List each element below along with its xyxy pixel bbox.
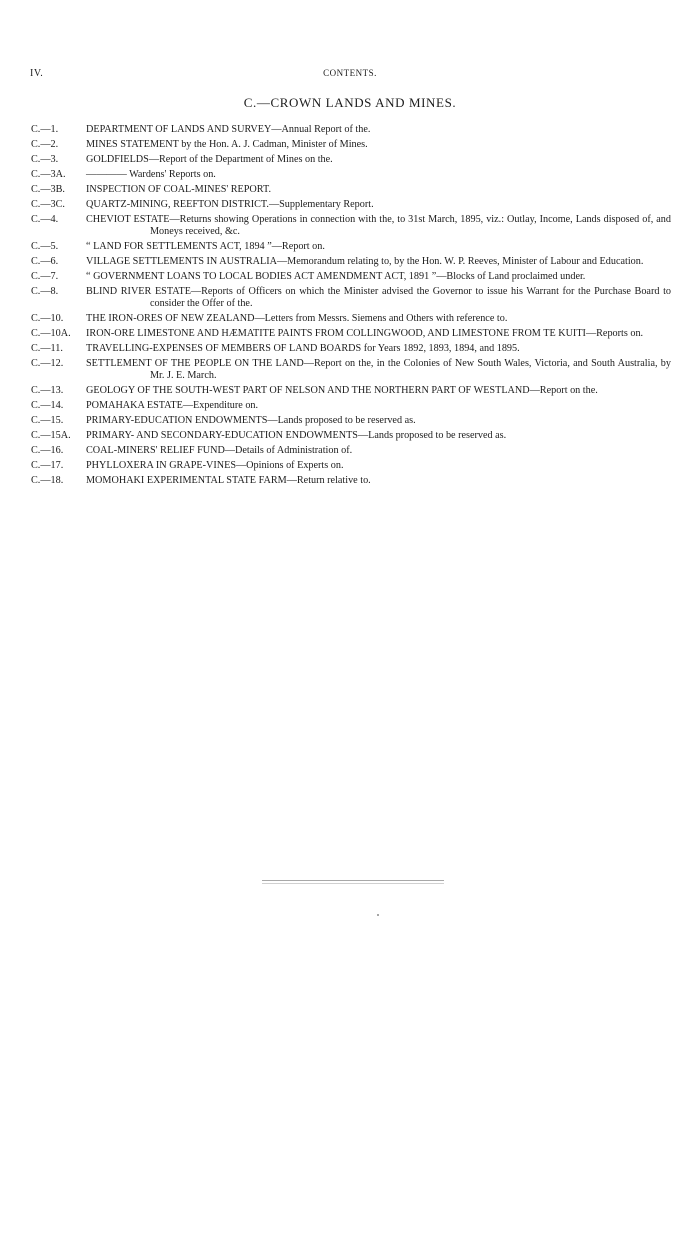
- contents-entry: [31, 343, 671, 355]
- contents-entry: [31, 214, 671, 238]
- contents-entry: [31, 313, 671, 325]
- entry-code: C.—7.: [31, 271, 59, 282]
- entry-title: DEPARTMENT OF LANDS AND SURVEY—Annual Report of the.: [86, 124, 371, 135]
- contents-entry: [31, 256, 671, 268]
- entry-title: COAL-MINERS' RELIEF FUND—Details of Administration of.: [86, 445, 353, 456]
- entry-code: C.—5.: [31, 241, 59, 252]
- entry-title: TRAVELLING-EXPENSES OF MEMBERS OF LAND BOARDS for Years 1892, 1893, 1894, and 1895.: [86, 343, 520, 354]
- entry-code: C.—3.: [31, 154, 59, 165]
- contents-entry: [31, 169, 671, 181]
- entry-title: IRON-ORE LIMESTONE AND HÆMATITE PAINTS FROM COLLINGWOOD, AND LIMESTONE FROM TE KUITI—Reports on.: [86, 328, 644, 339]
- entry-title: GOLDFIELDS—Report of the Department of Mines on the.: [86, 154, 333, 165]
- entry-code: C.—2.: [31, 139, 59, 150]
- closing-rule: [262, 880, 444, 881]
- section-heading: C.—CROWN LANDS AND MINES.: [243, 95, 457, 110]
- entry-code: C.—3B.: [31, 184, 65, 195]
- entry-code: C.—11.: [31, 343, 63, 354]
- entry-code: C.—10.: [31, 313, 64, 324]
- page-number: IV.: [30, 68, 44, 79]
- entry-title: ———— Wardens' Reports on.: [86, 169, 216, 180]
- entry-code: C.—17.: [31, 460, 64, 471]
- entry-code: C.—3C.: [31, 199, 65, 210]
- contents-entry: [31, 328, 671, 340]
- contents-entry: [31, 139, 671, 151]
- entry-code: C.—12.: [31, 358, 64, 369]
- entry-title: POMAHAKA ESTATE—Expenditure on.: [86, 400, 259, 411]
- contents-entry: [31, 271, 671, 283]
- contents-entry: [31, 124, 671, 136]
- entry-code: C.—18.: [31, 475, 64, 486]
- entry-title: MOMOHAKI EXPERIMENTAL STATE FARM—Return relative to.: [86, 475, 371, 486]
- entry-title: SETTLEMENT OF THE PEOPLE ON THE LAND—Report on the, in the Colonies of New South Wales, Victoria, and South Australia, by Mr. J. E. March.: [86, 358, 671, 381]
- contents-list: [31, 124, 671, 490]
- ink-speck: [377, 914, 379, 916]
- entry-code: C.—14.: [31, 400, 64, 411]
- contents-entry: [31, 400, 671, 412]
- entry-title: QUARTZ-MINING, REEFTON DISTRICT.—Supplementary Report.: [86, 199, 374, 210]
- contents-entry: [31, 199, 671, 211]
- entry-title: “ GOVERNMENT LOANS TO LOCAL BODIES ACT AMENDMENT ACT, 1891 ”—Blocks of Land proclaimed under.: [86, 271, 586, 282]
- contents-entry: [31, 154, 671, 166]
- entry-code: C.—6.: [31, 256, 59, 267]
- contents-entry: [31, 475, 671, 487]
- entry-title: “ LAND FOR SETTLEMENTS ACT, 1894 ”—Report on.: [86, 241, 325, 252]
- contents-entry: [31, 460, 671, 472]
- contents-entry: [31, 286, 671, 310]
- entry-title: PHYLLOXERA IN GRAPE-VINES—Opinions of Experts on.: [86, 460, 344, 471]
- entry-title: CHEVIOT ESTATE—Returns showing Operations in connection with the, to 31st March, 1895, viz.: Outlay, Income, Lands disposed of, and Moneys received, &c.: [86, 214, 671, 237]
- entry-code: C.—4.: [31, 214, 59, 225]
- contents-entry: [31, 445, 671, 457]
- running-title: CONTENTS.: [323, 68, 377, 78]
- contents-entry: [31, 385, 671, 397]
- entry-title: INSPECTION OF COAL-MINES' REPORT.: [86, 184, 271, 195]
- running-head: [30, 68, 670, 82]
- contents-entry: [31, 415, 671, 427]
- entry-code: C.—15.: [31, 415, 64, 426]
- entry-code: C.—13.: [31, 385, 64, 396]
- entry-title: MINES STATEMENT by the Hon. A. J. Cadman, Minister of Mines.: [86, 139, 368, 150]
- entry-code: C.—15A.: [31, 430, 71, 441]
- contents-entry: [31, 241, 671, 253]
- entry-code: C.—8.: [31, 286, 59, 297]
- entry-title: THE IRON-ORES OF NEW ZEALAND—Letters from Messrs. Siemens and Others with reference to.: [86, 313, 508, 324]
- entry-code: C.—3A.: [31, 169, 66, 180]
- contents-entry: [31, 430, 671, 442]
- entry-code: C.—10A.: [31, 328, 71, 339]
- entry-title: GEOLOGY OF THE SOUTH-WEST PART OF NELSON AND THE NORTHERN PART OF WESTLAND—Report on the.: [86, 385, 598, 396]
- closing-rule-faint: [262, 883, 444, 884]
- contents-entry: [31, 358, 671, 382]
- entry-code: C.—1.: [31, 124, 59, 135]
- contents-entry: [31, 184, 671, 196]
- entry-title: BLIND RIVER ESTATE—Reports of Officers on which the Minister advised the Governor to issue his Warrant for the Purchase Board to consider the Offer of the.: [86, 286, 671, 309]
- entry-title: PRIMARY-EDUCATION ENDOWMENTS—Lands proposed to be reserved as.: [86, 415, 416, 426]
- entry-code: C.—16.: [31, 445, 64, 456]
- entry-title: VILLAGE SETTLEMENTS IN AUSTRALIA—Memorandum relating to, by the Hon. W. P. Reeves, Minister of Labour and Education.: [86, 256, 644, 267]
- entry-title: PRIMARY- AND SECONDARY-EDUCATION ENDOWMENTS—Lands proposed to be reserved as.: [86, 430, 507, 441]
